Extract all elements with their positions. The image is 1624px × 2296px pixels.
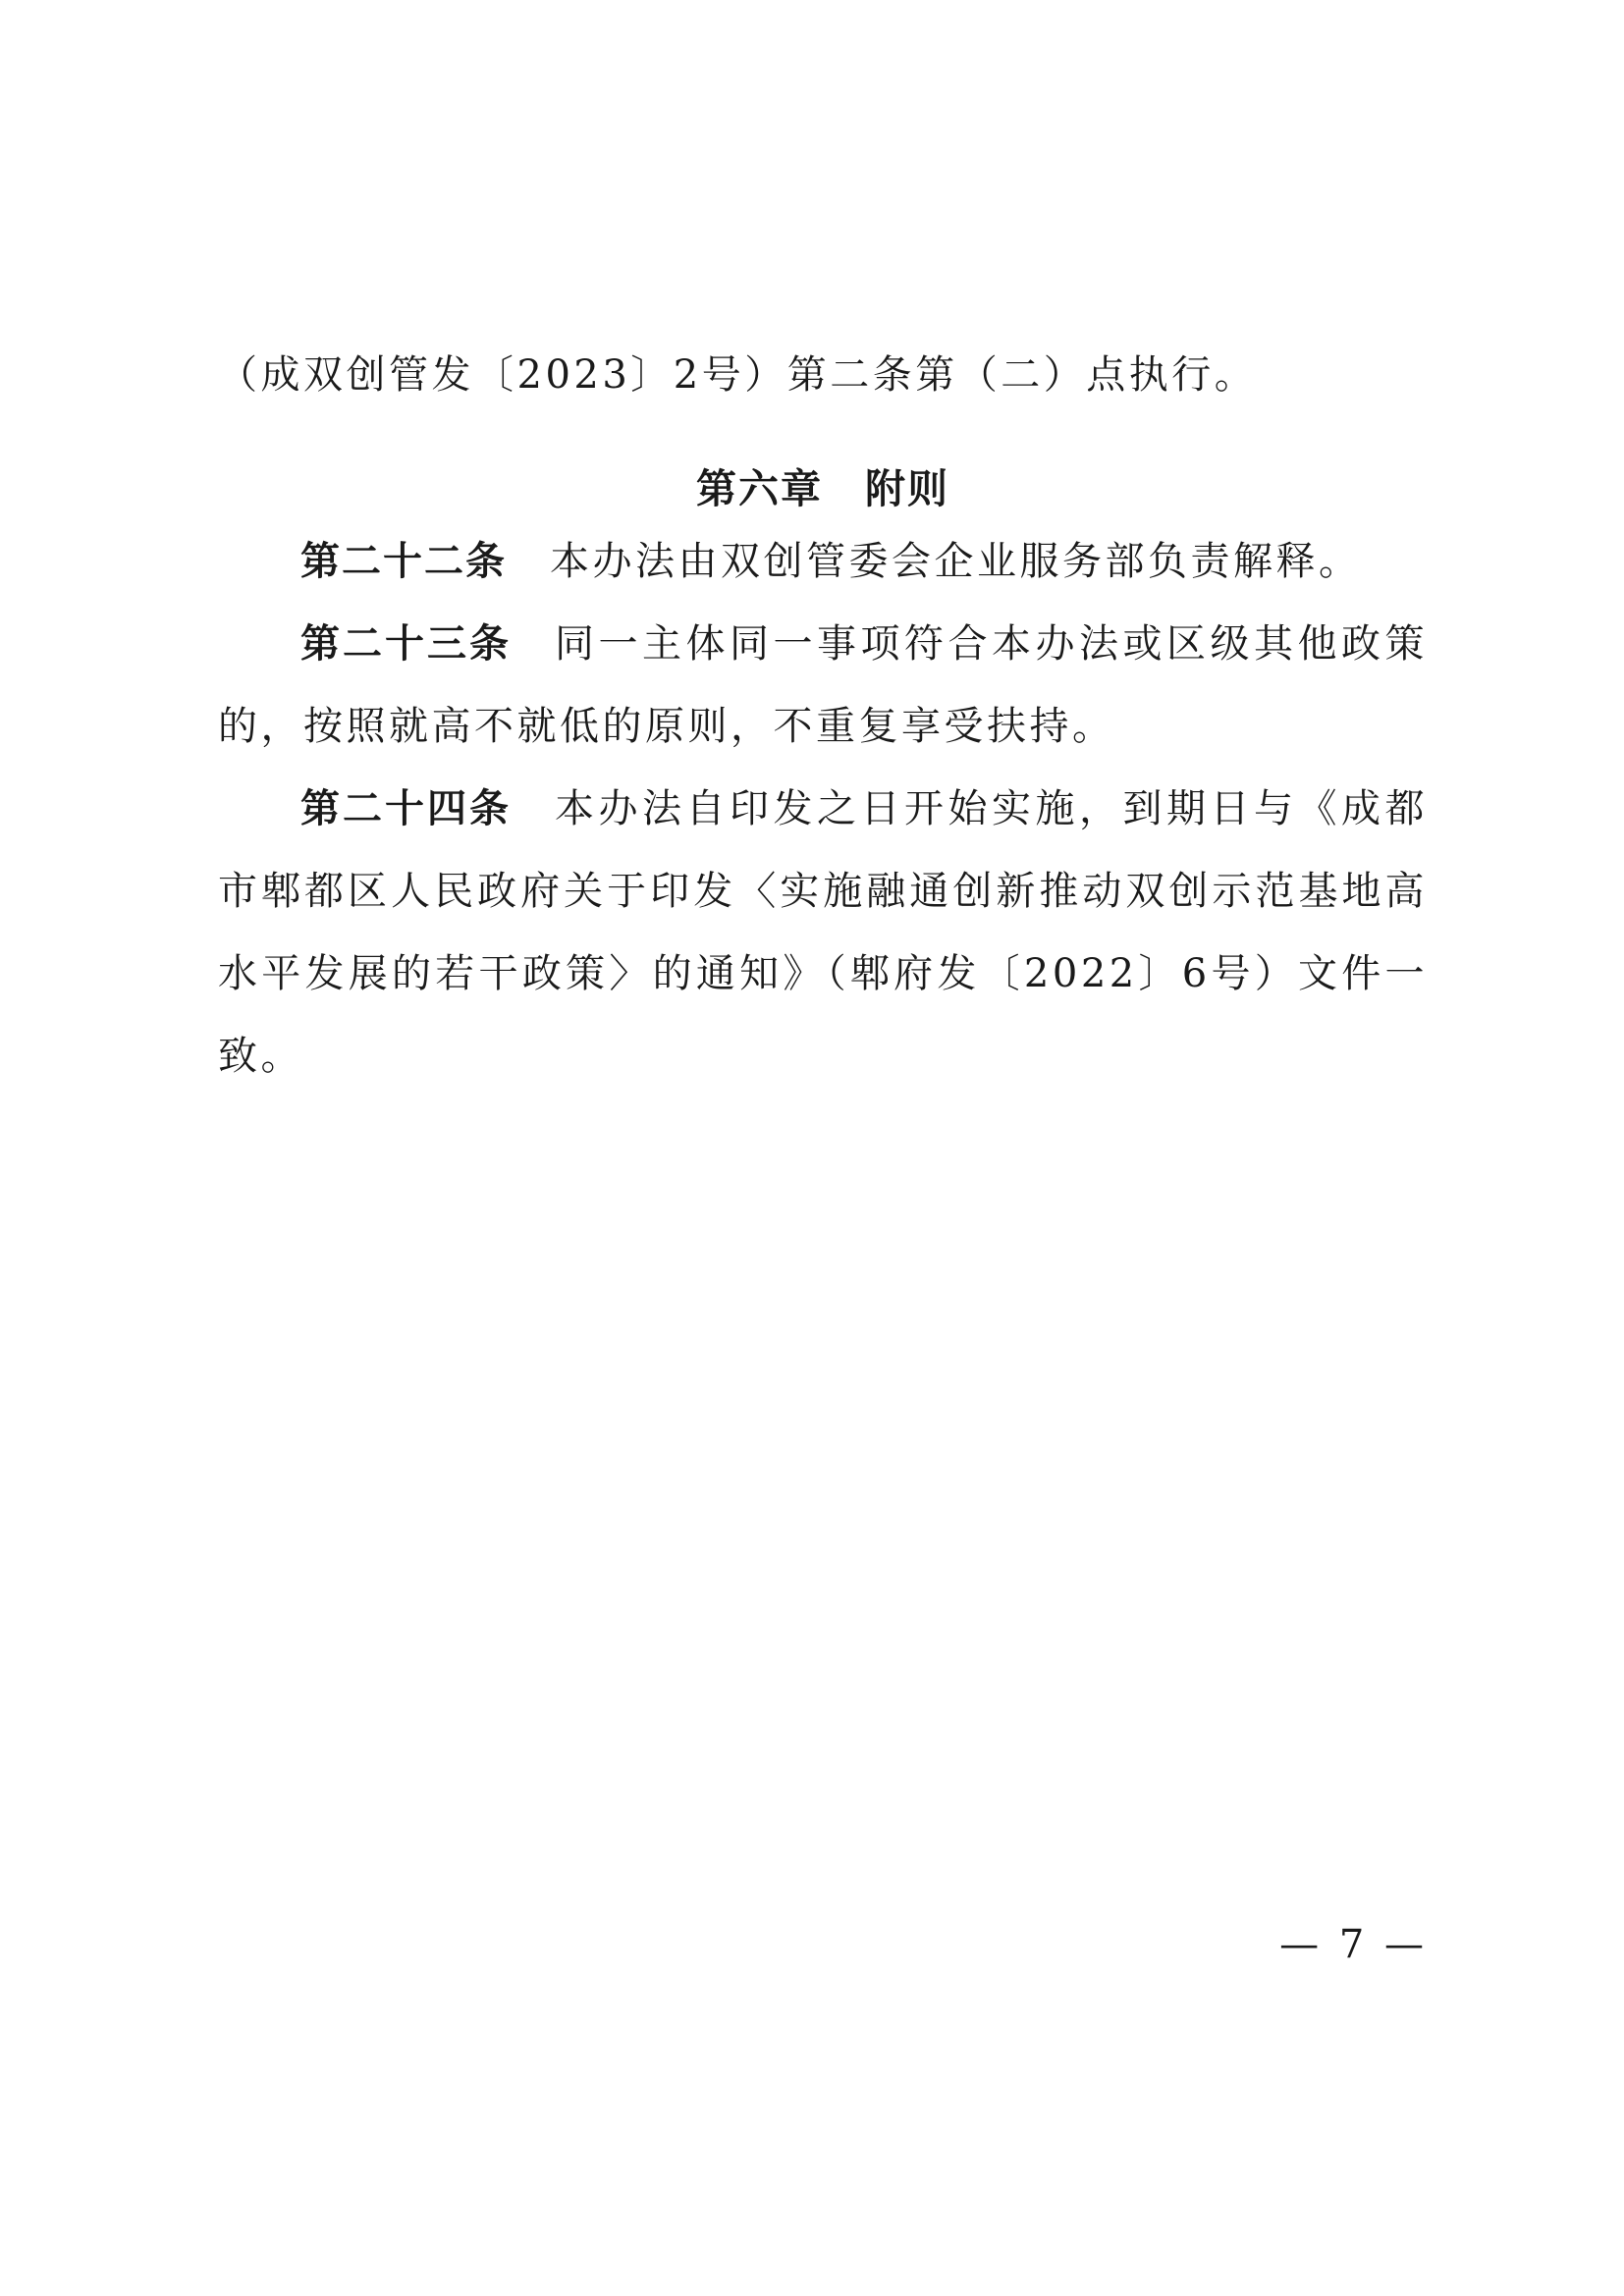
article-24 [218, 768, 1428, 1097]
article-23 [218, 603, 1428, 768]
article-number: 第二十二条 [300, 539, 507, 584]
article-text: 本办法自印发之日开始实施，到期日与《成都市郫都区人民政府关于印发〈实施融通创新推动双创示范基地高水平发展的若干政策〉的通知》（郫府发〔2022〕6号）文件一致。 [218, 786, 1428, 1079]
chapter-heading: 第六章 附则 [696, 465, 949, 512]
continuation-paragraph: （成双创管发〔2023〕2号）第二条第（二）点执行。 [218, 352, 1258, 398]
articles-list [218, 520, 1428, 1097]
article-number: 第二十三条 [300, 621, 512, 667]
page-number: — 7 — [1279, 1922, 1428, 1967]
article-number: 第二十四条 [300, 786, 512, 831]
article-22 [218, 520, 1428, 603]
article-text: 本办法由双创管委会企业服务部负责解释。 [550, 539, 1362, 584]
article-text: 同一主体同一事项符合本办法或区级其他政策的，按照就高不就低的原则，不重复享受扶持。 [218, 621, 1428, 749]
